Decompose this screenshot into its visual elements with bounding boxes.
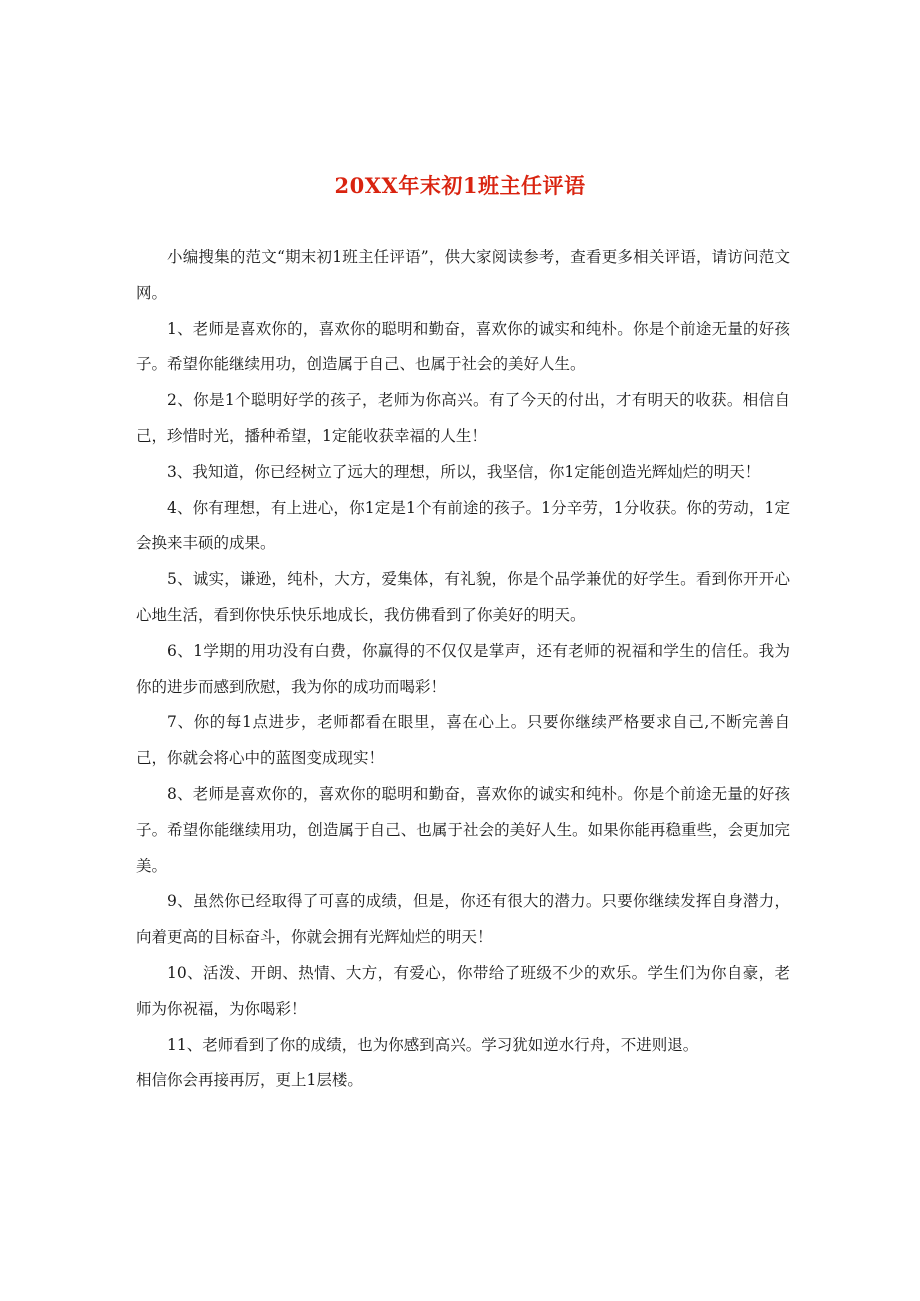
- comment-paragraph-7: 7、你的每1点进步，老师都看在眼里，喜在心上。只要你继续严格要求自己,不断完善自己，你就会将心中的蓝图变成现实！: [136, 713, 790, 768]
- document-body: [136, 240, 790, 1099]
- closing-line: 相信你会再接再厉，更上1层楼。: [136, 1071, 363, 1090]
- comment-paragraph-5: 5、诚实，谦逊，纯朴，大方，爱集体，有礼貌，你是个品学兼优的好学生。看到你开开心心地生活，看到你快乐快乐地成长，我仿佛看到了你美好的明天。: [136, 570, 790, 624]
- comment-paragraph-8: 8、老师是喜欢你的，喜欢你的聪明和勤奋，喜欢你的诚实和纯朴。你是个前途无量的好孩子。希望你能继续用功，创造属于自己、也属于社会的美好人生。如果你能再稳重些，会更加完美。: [136, 784, 790, 875]
- comment-paragraph-11: 11、老师看到了你的成绩，也为你感到高兴。学习犹如逆水行舟，不进则退。: [167, 1035, 699, 1054]
- comment-paragraph-2: 2、你是1个聪明好学的孩子，老师为你高兴。有了今天的付出，才有明天的收获。相信自己，珍惜时光，播种希望，1定能收获幸福的人生！: [136, 391, 790, 445]
- intro-paragraph: 小编搜集的范文“期末初1班主任评语”，供大家阅读参考，查看更多相关评语，请访问范文网。: [136, 248, 790, 302]
- document-title: 20XX年末初1班主任评语: [334, 173, 586, 198]
- comment-paragraph-9: 9、虽然你已经取得了可喜的成绩，但是，你还有很大的潜力。只要你继续发挥自身潜力，向着更高的目标奋斗，你就会拥有光辉灿烂的明天！: [136, 892, 790, 947]
- comment-paragraph-1: 1、老师是喜欢你的，喜欢你的聪明和勤奋，喜欢你的诚实和纯朴。你是个前途无量的好孩子。希望你能继续用功，创造属于自己、也属于社会的美好人生。: [136, 319, 790, 374]
- comment-paragraph-3: 3、我知道，你已经树立了远大的理想，所以，我坚信，你1定能创造光辉灿烂的明天！: [167, 462, 761, 481]
- comment-paragraph-4: 4、你有理想，有上进心，你1定是1个有前途的孩子。1分辛劳，1分收获。你的劳动，1定会换来丰硕的成果。: [136, 498, 790, 553]
- comment-paragraph-6: 6、1学期的用功没有白费，你赢得的不仅仅是掌声，还有老师的祝福和学生的信任。我为你的进步而感到欣慰，我为你的成功而喝彩！: [136, 641, 790, 696]
- comment-paragraph-10: 10、活泼、开朗、热情、大方，有爱心，你带给了班级不少的欢乐。学生们为你自豪，老师为你祝福，为你喝彩！: [136, 963, 790, 1018]
